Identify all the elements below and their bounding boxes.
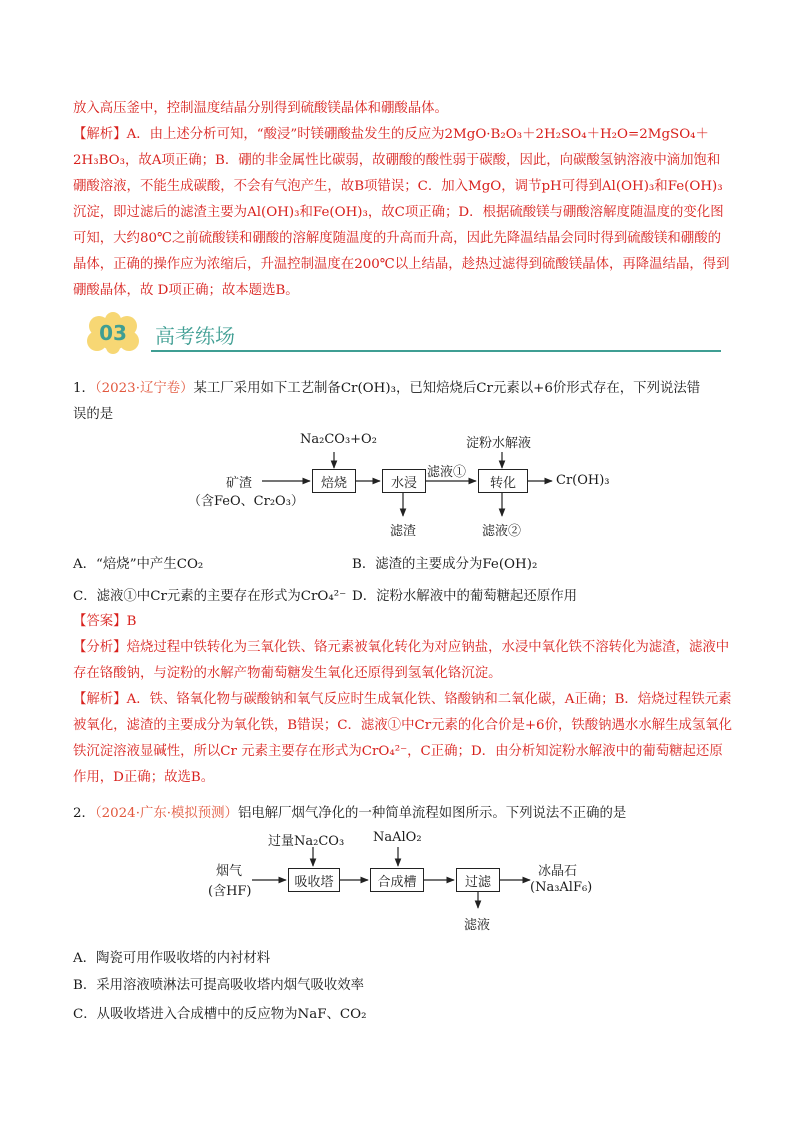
q1-source: （2023·辽宁卷） xyxy=(94,381,194,396)
q2-option-a: A．陶瓷可用作吸收塔的内衬材料 xyxy=(73,951,271,966)
q2-input-sub: (含HF) xyxy=(208,884,252,899)
q2-filtrate: 滤液 xyxy=(464,918,491,933)
q1-box-leach: 水浸 xyxy=(382,469,426,493)
q1-answer-tag: 【答案】 xyxy=(73,614,127,629)
q2-reagent-1: 过量Na₂CO₃ xyxy=(268,834,345,849)
q1-stem-b: ，已知焙烧后Cr元素以+6价形式存在，下列说法错 xyxy=(395,381,701,396)
analysis-tag: 【解析】 xyxy=(73,127,127,142)
q1-reagent-2: 淀粉水解液 xyxy=(466,436,532,451)
section-number: 03 xyxy=(99,321,127,345)
q1-box-convert: 转化 xyxy=(478,469,528,493)
q2-option-c: C．从吸收塔进入合成槽中的反应物为NaF、CO₂ xyxy=(73,1007,367,1022)
q2-box-synthesis: 合成槽 xyxy=(370,868,424,892)
q2-stem-text: 铝电解厂烟气净化的一种简单流程如图所示。下列说法不正确的是 xyxy=(237,806,627,821)
q1-reagent-1: Na₂CO₃+O₂ xyxy=(300,432,377,447)
section-title: 高考练场 xyxy=(155,324,235,348)
q1-explain-tag: 【解析】 xyxy=(73,692,127,707)
q1-filtrate-1: 滤液① xyxy=(427,465,467,480)
q2-reagent-2: NaAlO₂ xyxy=(373,830,422,845)
q2-box-filter: 过滤 xyxy=(456,868,500,892)
intro-text: 放入高压釜中，控制温度结晶分别得到硫酸镁晶体和硼酸晶体。 xyxy=(73,101,448,116)
q1-analysis-body: 焙烧过程中铁转化为三氧化铁、铬元素被氧化转化为对应钠盐，水浸中氧化铁不溶转化为滤渣，滤液中存在铬酸钠，与淀粉的水解产物葡萄糖发生氧化还原得到氢氧化铬沉淀。 xyxy=(73,640,730,681)
q1-option-b: B．滤渣的主要成分为Fe(OH)₂ xyxy=(352,557,538,572)
q2-product: 冰晶石 xyxy=(538,864,578,879)
q2-number: 2． xyxy=(73,806,95,821)
q2-source: （2024·广东·模拟预测） xyxy=(94,806,238,821)
q1-analysis-tag: 【分析】 xyxy=(73,640,127,655)
q1-option-c: C．滤液①中Cr元素的主要存在形式为CrO₄²⁻ xyxy=(73,589,347,604)
q1-residue: 滤渣 xyxy=(390,524,417,539)
q1-box-roast: 焙烧 xyxy=(312,469,356,493)
analysis-body: A．由上述分析可知，“酸浸”时镁硼酸盐发生的反应为2MgO·B₂O₃＋2H₂SO₄＋H₂O=2MgSO₄＋2H₃BO₃，故A项正确；B．硼的非金属性比碳弱，故硼酸的酸性弱于碳酸，因此，向碳酸氢钠溶液中滴加饱和硼酸溶液，不能生成碳酸，不会有气泡产生，故B项错误；C．加入MgO，调节pH可得到Al(OH)₃和Fe(OH)₃沉淀，即过滤后的滤渣主要为Al(OH)₃和Fe(OH)₃，故C项正确；D．根据硫酸镁与硼酸溶解度随温度的变化图可知，大约80℃之前硫酸镁和硼酸的溶解度随温度的升高而升高，因此先降温结晶会同时得到硫酸镁和硼酸的晶体，正确的操作应为浓缩后，升温控制温度在200℃以上结晶，趁热过滤得到硫酸镁晶体，再降温结晶，得到硼酸晶体，故 D项正确；故本题选B。 xyxy=(73,127,730,298)
q2-box-absorber: 吸收塔 xyxy=(288,868,340,892)
q2-product-sub: (Na₃AlF₆) xyxy=(530,880,593,895)
q1-stem-continued: 误的是 xyxy=(73,407,114,422)
q1-product: Cr(OH)₃ xyxy=(556,473,610,488)
q1-number: 1． xyxy=(73,381,95,396)
q1-input-label: 矿渣 xyxy=(226,476,253,491)
q2-option-b: B．采用溶液喷淋法可提高吸收塔内烟气吸收效率 xyxy=(73,978,365,993)
q1-target: Cr(OH)₃ xyxy=(340,381,396,396)
q1-option-a: A．“焙烧”中产生CO₂ xyxy=(73,557,204,572)
q2-input-label: 烟气 xyxy=(216,864,243,879)
q1-explain-body: A．铁、铬氧化物与碳酸钠和氧气反应时生成氧化铁、铬酸钠和二氧化碳，A正确；B．焙烧过程铁元素被氧化，滤渣的主要成分为氧化铁，B错误；C．滤液①中Cr元素的化合价是+6价，铁酸钠遇水水解生成氢氧化铁沉淀溶液显碱性，所以Cr 元素主要存在形式为CrO₄²⁻，C正确；D．由分析知淀粉水解液中的葡萄糖起还原作用，D正确；故选B。 xyxy=(73,692,733,785)
q1-filtrate-2: 滤液② xyxy=(482,524,522,539)
q1-answer-value: B xyxy=(126,614,137,629)
q1-input-sub: （含FeO、Cr₂O₃） xyxy=(188,494,304,509)
q1-stem-a: 某工厂采用如下工艺制备 xyxy=(193,381,341,396)
q1-option-d: D．淀粉水解液中的葡萄糖起还原作用 xyxy=(352,589,577,604)
